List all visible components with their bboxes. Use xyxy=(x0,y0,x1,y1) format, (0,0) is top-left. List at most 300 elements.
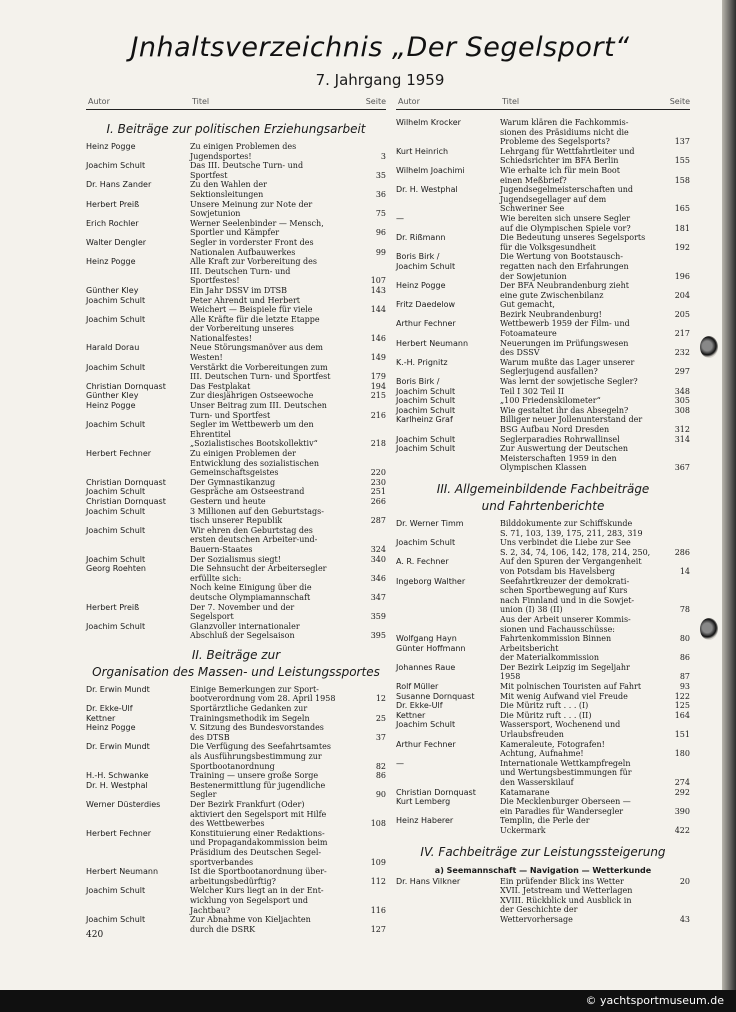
entry-author: Joachim Schult xyxy=(396,396,456,406)
entry-title xyxy=(500,147,666,166)
entry-page: 286 xyxy=(674,547,690,557)
entry-title-line: Bilddokumente zur Schiffskunde xyxy=(500,518,633,528)
entry-title xyxy=(500,557,666,576)
toc-entry xyxy=(86,886,386,915)
entry-title-line: Bezirk Neubrandenburg! xyxy=(500,309,602,319)
entry-title-line: Das III. Deutsche Turn- und xyxy=(190,161,304,171)
entry-author: Joachim Schult xyxy=(86,420,146,430)
toc-entry xyxy=(86,915,386,934)
entry-title xyxy=(190,603,362,622)
entry-title-line: Sportfestes! xyxy=(190,276,240,286)
entry-title-line: Zu den Wahlen der xyxy=(190,180,267,190)
toc-entry xyxy=(396,788,690,798)
entry-title-line: V. Sitzung des Bundesvorstandes xyxy=(190,723,324,733)
toc-entry xyxy=(86,685,386,704)
entry-author: Arthur Fechner xyxy=(396,319,456,329)
entry-title-line: der Vorbereitung unseres xyxy=(190,324,294,334)
toc-entry xyxy=(396,557,690,576)
entry-page: 125 xyxy=(674,701,690,711)
entry-title-line: Uns verbindet die Liebe zur See xyxy=(500,538,631,548)
toc-entry xyxy=(86,497,386,507)
toc-entry xyxy=(86,507,386,526)
entry-title-line: XVIII. Rückblick und Ausblick in xyxy=(500,895,632,905)
page-number: 420 xyxy=(86,930,104,940)
entry-title-line: S. 71, 103, 139, 175, 211, 283, 319 xyxy=(500,528,643,538)
entry-page: 192 xyxy=(674,242,690,252)
entry-title xyxy=(500,740,666,759)
entry-title xyxy=(190,238,362,257)
entry-page: 109 xyxy=(370,857,386,867)
entry-page: 218 xyxy=(370,439,386,449)
entry-page: 217 xyxy=(674,329,690,339)
entry-title-line: Billiger neuer Jollenunterstand der xyxy=(500,415,643,425)
entry-title-line: und Propagandakommission beim xyxy=(190,838,328,848)
entry-page: 35 xyxy=(375,170,386,180)
entry-title-line: Alle Kräfte für die letzte Etappe xyxy=(190,314,320,324)
toc-entry xyxy=(86,487,386,497)
toc-entry xyxy=(396,759,690,788)
section-heading-2b: Organisation des Massen- und Leistungssportes xyxy=(92,664,380,679)
toc-entry xyxy=(396,692,690,702)
entry-title xyxy=(500,692,666,702)
col-page-label: Seite xyxy=(669,97,690,106)
entry-title xyxy=(500,759,666,788)
entry-title-line: Bauern-Staates xyxy=(190,544,253,554)
entry-page: 143 xyxy=(370,285,386,295)
entry-title-line: Wettbewerb 1959 der Film- und xyxy=(500,319,630,329)
left-column-header xyxy=(86,96,386,110)
entry-title-line: Segler in vorderster Front des xyxy=(190,237,314,247)
entry-title-line: Nationalfestes! xyxy=(190,333,252,343)
entry-title-line: 1958 xyxy=(500,672,521,682)
entry-author: Johannes Raue xyxy=(396,662,456,672)
entry-title-line: Was lernt der sowjetische Segler? xyxy=(500,377,638,387)
entry-title xyxy=(190,723,362,742)
entry-title xyxy=(500,252,666,262)
entry-page: 367 xyxy=(674,463,690,473)
entry-author: Dr. Erwin Mundt xyxy=(86,684,150,694)
toc-entry xyxy=(86,526,386,555)
entry-title-line: Seefahrtkreuzer der demokrati- xyxy=(500,576,630,586)
entry-title xyxy=(190,142,362,161)
toc-entry xyxy=(86,478,386,488)
entry-page: 99 xyxy=(375,247,386,257)
entry-title-line: Glanzvoller internationaler xyxy=(190,621,300,631)
entry-author: — xyxy=(396,213,404,223)
entry-title-line: Aus der Arbeit unserer Kommis- xyxy=(500,614,631,624)
entry-page: 216 xyxy=(370,410,386,420)
entry-title xyxy=(190,742,362,771)
toc-entry xyxy=(86,161,386,180)
entry-page: 20 43 xyxy=(679,876,690,924)
entry-author: Heinz Pogge xyxy=(86,401,136,411)
entry-title-line: der Sowjetunion xyxy=(500,271,567,281)
entry-page: 90 xyxy=(375,790,386,800)
entry-title xyxy=(190,526,362,555)
entry-title-line: tisch unserer Republik xyxy=(190,516,283,526)
entry-title-line: XVII. Jetstream und Wetterlagen xyxy=(500,886,633,896)
entry-title xyxy=(190,867,362,886)
entry-title-line: Achtung, Aufnahme! xyxy=(500,749,584,759)
entry-page: 220 xyxy=(370,468,386,478)
toc-entry xyxy=(396,615,690,634)
entry-author: Joachim Schult xyxy=(86,295,146,305)
entry-author: Dr. H. Westphal xyxy=(396,185,458,195)
entry-author: Joachim Schult xyxy=(86,161,146,171)
entry-title xyxy=(500,435,666,445)
section-4-entries xyxy=(396,877,690,925)
entry-author: Christian Dornquast xyxy=(86,477,166,487)
entry-author: Rolf Müller xyxy=(396,682,439,692)
entry-title-line: des Wettbewerbes xyxy=(190,819,265,829)
entry-author: Heinz Pogge xyxy=(86,142,136,151)
entry-title-line: III. Deutschen Turn- und Sportfest xyxy=(190,372,331,382)
toc-entry xyxy=(86,742,386,771)
entry-title-line: III. Deutschen Turn- und xyxy=(190,266,291,276)
entry-author: Joachim Schult xyxy=(86,506,146,516)
entry-page: 204 xyxy=(674,290,690,300)
entry-page: 36 xyxy=(375,189,386,199)
entry-page: 180 xyxy=(674,749,690,759)
entry-title-line: Sportfest xyxy=(190,170,228,180)
entry-author: Wilhelm Joachimi xyxy=(396,165,465,175)
entry-title-line: Ist die Sportbootanordnung über- xyxy=(190,867,327,877)
entry-title-line: Gemeinschaftsgeistes xyxy=(190,468,279,478)
toc-entry xyxy=(86,714,386,724)
entry-title-line: nach Finnland und in die Sowjet- xyxy=(500,595,635,605)
entry-page: 87 xyxy=(679,672,690,682)
entry-title-line: deutsche Olympiamannschaft xyxy=(190,592,311,602)
entry-title-line: Einige Bemerkungen zur Sport- xyxy=(190,684,319,694)
entry-title xyxy=(500,682,666,692)
entry-title-line: Mit wenig Aufwand viel Freude xyxy=(500,691,628,701)
entry-title-line: Schweriner See xyxy=(500,204,565,214)
entry-author: Wolfgang Hayn xyxy=(396,634,457,644)
entry-author: Heinz Pogge xyxy=(86,257,136,267)
entry-title-line: Die Bedeutung unseres Segelsports xyxy=(500,233,646,243)
entry-title-line: Entwicklung des sozialistischen xyxy=(190,458,320,468)
entry-title-line: Internationale Wettkampfregeln xyxy=(500,758,631,768)
toc-entry xyxy=(396,740,690,759)
entry-title-line: Präsidium des Deutschen Segel- xyxy=(190,847,322,857)
toc-entry xyxy=(396,415,690,434)
entry-author: Herbert Neumann xyxy=(396,338,469,348)
toc-entry xyxy=(396,387,690,397)
entry-title-line: Sportärztliche Gedanken zur xyxy=(190,704,308,714)
entry-title-line: Uckermark xyxy=(500,825,546,835)
toc-entry xyxy=(86,771,386,781)
entry-title-line: Wie bereiten sich unsere Segler xyxy=(500,213,631,223)
entry-author: Joachim Schult xyxy=(86,554,146,564)
entry-title-line: Unsere Meinung zur Note der xyxy=(190,199,313,209)
entry-title-line: Ein prüfender Blick ins Wetter xyxy=(500,876,624,886)
toc-entry xyxy=(396,262,690,281)
entry-title xyxy=(500,300,666,319)
entry-author: Heinz Haberer xyxy=(396,816,454,826)
section-heading-1: I. Beiträge zur politischen Erziehungsarbeit xyxy=(106,122,366,136)
entry-title xyxy=(190,478,362,488)
entry-author xyxy=(396,615,500,634)
entry-title xyxy=(190,507,362,526)
entry-title-line: Konstituierung einer Redaktions- xyxy=(190,828,325,838)
entry-title-line: „100 Friedenskilometer“ xyxy=(500,396,601,406)
entry-author: Dr. Hans Vilkner xyxy=(396,876,461,886)
entry-page: 215 xyxy=(370,391,386,401)
entry-title xyxy=(190,391,362,401)
entry-author: Herbert Preiß xyxy=(86,602,140,612)
entry-title xyxy=(500,319,666,338)
entry-title-line: sportverbandes xyxy=(190,857,254,867)
section-4-subheading: a) Seemannschaft — Navigation — Wetterkunde xyxy=(434,865,652,875)
entry-page: 359 xyxy=(370,612,386,622)
entry-page: 75 xyxy=(375,209,386,219)
entry-title-line: Warum mußte das Lager unserer xyxy=(500,357,635,367)
entry-title-line: Seglerjugend ausfallen? xyxy=(500,367,598,377)
entry-author: Georg Roehten xyxy=(86,564,146,574)
entry-title-line: des DSSV xyxy=(500,348,540,358)
entry-title-line: Welcher Kurs liegt an in der Ent- xyxy=(190,886,324,896)
entry-title xyxy=(190,800,362,829)
entry-title-line: Der Sozialismus siegt! xyxy=(190,554,281,564)
entry-title-line: Kameraleute, Fotografen! xyxy=(500,739,605,749)
col-author-label: Autor xyxy=(88,97,110,106)
entry-title-line: Teil I 302 Teil II xyxy=(500,386,565,396)
entry-title-line: Schiedsrichter im BFA Berlin xyxy=(500,156,619,166)
entry-page: 108 xyxy=(370,819,386,829)
entry-page: 340 xyxy=(370,554,386,564)
toc-entry xyxy=(396,185,690,214)
entry-title-line: Sportbootanordnung xyxy=(190,761,275,771)
entry-title-line: Jugendsegellager auf dem xyxy=(500,194,607,204)
entry-page: 82 xyxy=(375,761,386,771)
entry-page: 144 xyxy=(370,305,386,315)
toc-entry xyxy=(396,435,690,445)
entry-page: 127 xyxy=(370,924,386,934)
entry-title-line: Abschluß der Segelsaison xyxy=(190,631,295,641)
entry-page: 390 xyxy=(674,806,690,816)
entry-author: Joachim Schult xyxy=(396,720,456,730)
entry-title-line: des DTSB xyxy=(190,732,230,742)
right-column xyxy=(396,118,690,925)
entry-title-line: Zu einigen Problemen des xyxy=(190,142,297,151)
toc-entry xyxy=(86,583,386,602)
section-3-entries xyxy=(396,519,690,836)
entry-author: Joachim Schult xyxy=(396,434,456,444)
col-page-label: Seite xyxy=(365,97,386,106)
toc-entry xyxy=(86,704,386,714)
entry-author: Wilhelm Krocker xyxy=(396,118,461,127)
entry-page: 86 xyxy=(679,653,690,663)
entry-title-line: Wettervorhersage xyxy=(500,914,573,924)
right-column-header xyxy=(396,96,690,110)
entry-title-line: für die Volksgesundheit xyxy=(500,242,596,252)
entry-page: 146 xyxy=(370,333,386,343)
entry-page: 230 xyxy=(370,477,386,487)
entry-author: Boris Birk / xyxy=(396,252,440,262)
entry-author: Dr. Ekke-Ulf xyxy=(396,701,443,711)
entry-title-line: Wassersport, Wochenend und xyxy=(500,720,621,730)
entry-page: 165 xyxy=(674,204,690,214)
toc-entry xyxy=(396,233,690,252)
toc-entry xyxy=(396,300,690,319)
entry-title-line: Meisterschaften 1959 in den xyxy=(500,453,617,463)
entry-page: 274 xyxy=(674,778,690,787)
entry-title xyxy=(500,816,666,835)
entry-page: 196 xyxy=(674,271,690,281)
entry-title-line: Warum klären die Fachkommis- xyxy=(500,118,629,127)
entry-author: Dr. H. Westphal xyxy=(86,780,148,790)
toc-entry xyxy=(396,519,690,538)
entry-title-line: Training — unsere große Sorge xyxy=(190,771,319,781)
toc-entry xyxy=(86,286,386,296)
entry-title-line: 3 Millionen auf den Geburtstags- xyxy=(190,506,324,516)
entry-title xyxy=(500,377,666,387)
toc-entry xyxy=(396,377,690,387)
entry-title-line: Der 7. November und der xyxy=(190,602,295,612)
entry-title-line: Ehrentitel xyxy=(190,429,231,439)
entry-title xyxy=(190,583,362,602)
entry-author: Günther Kley xyxy=(86,391,139,401)
entry-title-line: aktiviert den Segelsport mit Hilfe xyxy=(190,809,327,819)
entry-title xyxy=(190,161,362,180)
entry-title-line: Urlaubsfreuden xyxy=(500,730,564,740)
entry-author: Walter Dengler xyxy=(86,237,147,247)
entry-title xyxy=(500,720,666,739)
entry-title-line: Wie gestaltet ihr das Absegeln? xyxy=(500,405,629,415)
entry-title xyxy=(190,401,362,420)
entry-title xyxy=(500,281,666,300)
entry-title xyxy=(190,296,362,315)
entry-author: Herbert Neumann xyxy=(86,867,159,877)
book-spine xyxy=(722,0,736,1012)
entry-page: 151 xyxy=(674,730,690,740)
entry-title-line: Der BFA Neubrandenburg zieht xyxy=(500,281,629,291)
entry-author: Joachim Schult xyxy=(86,362,146,372)
entry-title-line: Segelsport xyxy=(190,612,234,622)
entry-title-line: Die Verfügung des Seefahrtsamtes xyxy=(190,742,331,752)
copyright-footer: © yachtsportmuseum.de xyxy=(0,990,736,1012)
entry-title-line: als Ausführungsbestimmung zur xyxy=(190,752,322,762)
entry-title-line: Wir ehren den Geburtstag des xyxy=(190,525,313,535)
toc-entry xyxy=(86,200,386,219)
entry-title xyxy=(190,382,362,392)
entry-author: Joachim Schult xyxy=(396,538,456,548)
entry-author: H.-H. Schwanke xyxy=(86,771,149,781)
entry-title-line: Die Müritz ruft . . . (II) xyxy=(500,710,592,720)
entry-title-line: „Sozialistisches Bootskollektiv“ xyxy=(190,439,318,449)
entry-title xyxy=(190,343,362,362)
entry-title-line: Gespräche am Ostseestrand xyxy=(190,487,305,497)
entry-author: Heinz Pogge xyxy=(86,723,136,733)
toc-entry xyxy=(396,682,690,692)
entry-title xyxy=(190,714,362,724)
entry-title-line: Zur diesjährigen Ostseewoche xyxy=(190,391,314,401)
entry-author: Werner Düsterdies xyxy=(86,800,161,809)
page-title: Jnhaltsverzeichnis „Der Segelsport“ xyxy=(130,32,630,63)
entry-title-line: arbeitungsbedürftig? xyxy=(190,876,276,886)
entry-title-line: Wie erhalte ich für mein Boot xyxy=(500,165,620,175)
entry-page: 155 xyxy=(674,156,690,166)
entry-title xyxy=(190,829,362,867)
entry-title xyxy=(500,214,666,233)
entry-title-line: erfüllte sich: xyxy=(190,573,242,583)
entry-title xyxy=(190,915,362,934)
entry-title xyxy=(190,886,362,915)
entry-author xyxy=(86,583,190,602)
entry-title-line: Segler xyxy=(190,790,217,800)
entry-title xyxy=(190,685,362,704)
entry-title xyxy=(190,781,362,800)
toc-entry xyxy=(396,396,690,406)
section-heading-3: III. Allgemeinbildende Fachbeiträge xyxy=(436,481,650,496)
toc-entry xyxy=(86,867,386,886)
entry-title xyxy=(500,615,666,634)
entry-title-line: Noch keine Einigung über die xyxy=(190,583,312,593)
entry-title xyxy=(500,415,666,434)
toc-entry xyxy=(86,800,386,829)
entry-title-line: Das Festplakat xyxy=(190,381,251,391)
entry-author: Joachim Schult xyxy=(396,261,456,271)
entry-page: 297 xyxy=(674,367,690,377)
entry-author: Harald Dorau xyxy=(86,343,140,353)
entry-title-line: und Wertungsbestimmungen für xyxy=(500,768,632,778)
toc-entry xyxy=(396,166,690,185)
entry-title-line: BSG Aufbau Nord Dresden xyxy=(500,425,610,434)
entry-page: 25 xyxy=(375,713,386,723)
entry-author: Dr. Werner Timm xyxy=(396,518,464,528)
entry-page: 12 xyxy=(375,694,386,704)
entry-author: Kettner xyxy=(86,713,116,723)
entry-title-line: Ein Jahr DSSV im DTSB xyxy=(190,285,287,295)
entry-title xyxy=(500,644,666,663)
entry-title xyxy=(500,634,666,644)
col-title-label: Titel xyxy=(502,97,520,106)
entry-author: Fritz Daedelow xyxy=(396,300,456,310)
entry-title xyxy=(500,701,666,711)
entry-title-line: den Wasserskilauf xyxy=(500,778,574,787)
entry-title xyxy=(190,200,362,219)
entry-title-line: Katamarane xyxy=(500,787,550,797)
entry-page: 37 xyxy=(375,732,386,742)
entry-title xyxy=(190,771,362,781)
entry-page: 93 xyxy=(679,682,690,692)
entry-author: Joachim Schult xyxy=(396,405,456,415)
entry-page: 96 xyxy=(375,228,386,238)
entry-author: Joachim Schult xyxy=(396,444,456,454)
toc-entry xyxy=(86,315,386,344)
entry-title-line: auf die Olympischen Spiele vor? xyxy=(500,223,631,233)
toc-entry xyxy=(396,711,690,721)
entry-title-line: ersten deutschen Arbeiter-und- xyxy=(190,535,318,545)
entry-title xyxy=(500,185,666,214)
toc-entry xyxy=(86,257,386,286)
entry-author: Dr. Erwin Mundt xyxy=(86,742,150,752)
entry-title xyxy=(190,497,362,507)
entry-title-line: Unser Beitrag zum III. Deutschen xyxy=(190,401,327,411)
entry-page: 305 xyxy=(674,396,690,406)
entry-title-line: Fahrtenkommission Binnen xyxy=(500,634,612,644)
entry-author: Christian Dornquast xyxy=(86,381,166,391)
entry-title-line: S. 2, 34, 74, 106, 142, 178, 214, 250, xyxy=(500,547,651,557)
toc-entry xyxy=(396,118,690,147)
entry-title xyxy=(500,118,666,147)
entry-title xyxy=(500,788,666,798)
entry-title xyxy=(190,286,362,296)
entry-title xyxy=(190,704,362,714)
entry-page: 116 xyxy=(370,905,386,915)
entry-title xyxy=(190,622,362,641)
toc-entry xyxy=(396,644,690,663)
